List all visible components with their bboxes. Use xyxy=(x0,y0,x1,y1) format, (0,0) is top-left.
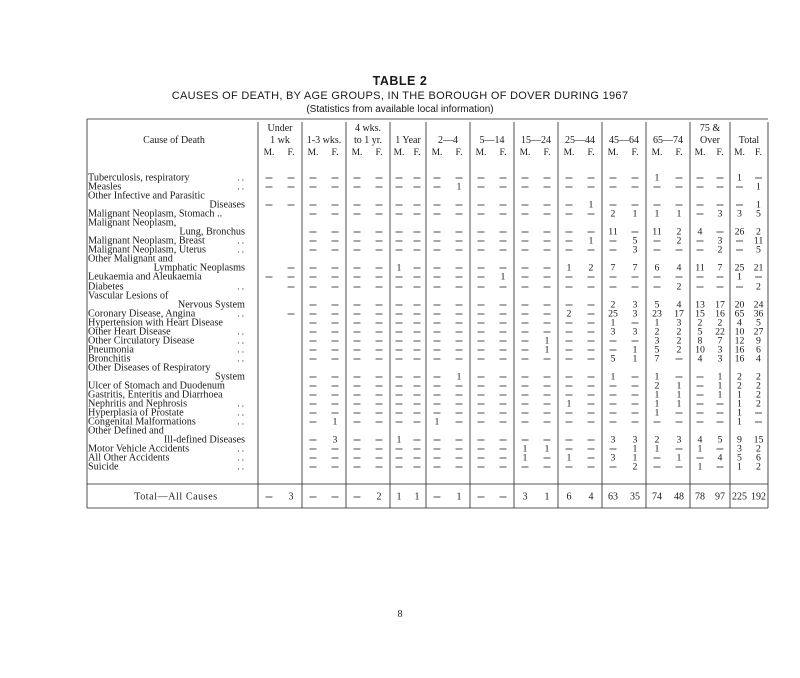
sex-header-male: M. xyxy=(607,148,619,158)
leader-dots: . . xyxy=(237,244,244,255)
leader-dots: . . xyxy=(237,407,244,418)
cell-value: 1 xyxy=(737,416,742,428)
cell-value: 5 xyxy=(756,208,761,220)
cause-label: Hyperplasia of Prostate xyxy=(88,407,184,419)
cell-value: 1 xyxy=(737,398,742,410)
cause-label: Malignant Neoplasm, Stomach .. xyxy=(88,208,223,220)
sex-header-female: F. xyxy=(587,148,595,158)
cell-value: 1 xyxy=(396,262,402,274)
cell-value: 5 xyxy=(654,299,660,311)
cell-value: 3 xyxy=(610,326,616,338)
cell-value: 3 xyxy=(332,434,338,446)
cell-value: 1 xyxy=(500,271,506,283)
sex-header-male: M. xyxy=(519,148,531,158)
cell-value: 17 xyxy=(715,299,725,311)
cell-value: 1 xyxy=(610,317,616,329)
sex-header-female: F. xyxy=(631,148,639,158)
cell-value: 1 xyxy=(522,443,528,455)
cell-value: 1 xyxy=(756,199,761,211)
cell-value: 3 xyxy=(676,317,682,329)
age-group-header: 15—24 xyxy=(521,135,551,146)
cell-value: 1 xyxy=(654,443,660,455)
cell-value: 6 xyxy=(756,344,761,356)
cell-value: 1 xyxy=(654,371,660,383)
cell-value: 1 xyxy=(588,199,594,211)
cell-value: 2 xyxy=(676,226,682,238)
cell-value: 2 xyxy=(756,281,761,293)
cell-value: 1 xyxy=(654,389,660,401)
cell-value: 3 xyxy=(717,235,723,247)
cell-value: 7 xyxy=(717,335,723,347)
cause-label: Hypertension with Heart Disease xyxy=(88,317,223,329)
cell-value: 1 xyxy=(632,353,638,365)
cause-label: Pneumonia xyxy=(88,344,134,356)
cell-value: 1 xyxy=(396,434,402,446)
cell-value: 22 xyxy=(715,326,725,338)
cell-value: 16 xyxy=(715,308,725,320)
cell-value: 2 xyxy=(697,317,703,329)
sex-header-male: M. xyxy=(393,148,405,158)
cause-label: Other Defined and xyxy=(88,425,164,437)
cell-value: 13 xyxy=(695,299,705,311)
cell-value: 2 xyxy=(676,344,682,356)
cell-value: 16 xyxy=(734,353,745,365)
cause-label: Lymphatic Neoplasms xyxy=(153,262,245,274)
cell-value: 1 xyxy=(737,389,742,401)
cell-value: 1 xyxy=(717,389,723,401)
cell-value: 5 xyxy=(737,452,742,464)
cell-value: 2 xyxy=(756,389,761,401)
cause-label: Other Heart Disease xyxy=(88,326,171,338)
cause-label: Other Malignant and xyxy=(88,253,173,265)
age-group-header: 45—64 xyxy=(609,135,639,146)
cell-value: 36 xyxy=(753,308,764,320)
cell-value: 9 xyxy=(737,434,742,446)
cell-value: 1 xyxy=(737,407,742,419)
leader-dots: . . xyxy=(237,344,244,355)
cell-value: 3 xyxy=(717,353,723,365)
sex-header-female: F. xyxy=(287,148,295,158)
cause-label: Coronary Disease, Angina xyxy=(88,308,196,320)
cell-value: 1 xyxy=(544,335,550,347)
cell-value: 3 xyxy=(676,434,682,446)
cell-value: 1 xyxy=(737,172,742,184)
sex-header-male: M. xyxy=(694,148,706,158)
cell-value: 2 xyxy=(588,262,594,274)
cell-value: 1 xyxy=(332,416,338,428)
sex-header-female: F. xyxy=(755,148,762,158)
total-value: 3 xyxy=(288,491,294,503)
cause-label: Suicide xyxy=(88,461,119,473)
cell-value: 2 xyxy=(717,317,723,329)
total-value: 192 xyxy=(751,491,766,503)
sex-header-female: F. xyxy=(675,148,683,158)
cell-value: 1 xyxy=(456,371,462,383)
sex-header-female: F. xyxy=(331,148,339,158)
cell-value: 4 xyxy=(676,299,682,311)
cell-value: 4 xyxy=(676,262,682,274)
cause-label: Diseases xyxy=(209,199,245,211)
age-group-header: 1 Year xyxy=(395,135,421,146)
cause-label: Measles xyxy=(88,181,122,193)
cell-value: 5 xyxy=(610,353,616,365)
total-value: 97 xyxy=(715,491,725,503)
cell-value: 1 xyxy=(654,317,660,329)
cause-label: System xyxy=(214,371,245,383)
leader-dots: . . xyxy=(237,452,244,463)
cell-value: 5 xyxy=(654,344,660,356)
cell-value: 1 xyxy=(676,452,682,464)
cell-value: 4 xyxy=(697,434,703,446)
cell-value: 11 xyxy=(695,262,705,274)
sex-header-male: M. xyxy=(351,148,363,158)
total-value: 6 xyxy=(566,491,572,503)
cell-value: 8 xyxy=(697,335,703,347)
age-group-header: 1 wk xyxy=(270,135,290,146)
cell-value: 3 xyxy=(654,335,660,347)
cause-label: Ulcer of Stomach and Duodenum xyxy=(88,380,225,392)
cell-value: 2 xyxy=(654,380,660,392)
cell-value: 25 xyxy=(734,262,745,274)
table-title: TABLE 2 xyxy=(372,74,428,88)
cell-value: 7 xyxy=(610,262,616,274)
cell-value: 2 xyxy=(610,208,616,220)
cell-value: 2 xyxy=(676,326,682,338)
cell-value: 4 xyxy=(697,226,703,238)
cell-value: 1 xyxy=(456,181,462,193)
sex-header-male: M. xyxy=(263,148,275,158)
cause-label: Malignant Neoplasm, Breast xyxy=(88,235,205,247)
cell-value: 1 xyxy=(717,371,723,383)
total-value: 63 xyxy=(608,491,618,503)
cause-label: Nephritis and Nephrosis xyxy=(88,398,188,410)
total-value: 1 xyxy=(396,491,402,503)
cell-value: 10 xyxy=(695,344,705,356)
sex-header-male: M. xyxy=(307,148,319,158)
cause-label: Other Circulatory Disease xyxy=(88,335,195,347)
cause-label: All Other Accidents xyxy=(88,452,170,464)
cell-value: 2 xyxy=(676,335,682,347)
cell-value: 7 xyxy=(654,353,660,365)
cell-value: 1 xyxy=(610,371,616,383)
cause-label: Congenital Malformations xyxy=(88,416,196,428)
cell-value: 1 xyxy=(632,208,638,220)
age-group-header-top: Under xyxy=(267,123,293,134)
cell-value: 2 xyxy=(610,299,616,311)
sex-header-female: F. xyxy=(499,148,507,158)
cell-value: 1 xyxy=(654,398,660,410)
leader-dots: . . xyxy=(237,308,244,319)
cell-value: 1 xyxy=(654,407,660,419)
cell-value: 23 xyxy=(652,308,662,320)
leader-dots: . . xyxy=(237,235,244,246)
cause-label: Diabetes xyxy=(88,281,124,293)
cell-value: 2 xyxy=(756,226,761,238)
cell-value: 5 xyxy=(756,244,761,256)
age-group-header-top: 75 & xyxy=(699,123,721,134)
cause-label: Other Infective and Parasitic xyxy=(88,190,205,202)
leader-dots: . . xyxy=(237,172,244,183)
age-group-header: 2—4 xyxy=(438,135,458,146)
cell-value: 2 xyxy=(654,326,660,338)
cell-value: 1 xyxy=(566,452,572,464)
cell-value: 4 xyxy=(737,317,742,329)
cell-value: 7 xyxy=(717,262,723,274)
cell-value: 5 xyxy=(697,326,703,338)
cell-value: 2 xyxy=(632,461,638,473)
cell-value: 9 xyxy=(756,335,761,347)
cell-value: 1 xyxy=(632,452,638,464)
cell-value: 4 xyxy=(697,353,703,365)
table-subtitle: CAUSES OF DEATH, BY AGE GROUPS, IN THE BOROUGH OF DOVER DURING 1967 xyxy=(171,90,629,102)
cell-value: 6 xyxy=(654,262,660,274)
cell-value: 11 xyxy=(753,235,764,247)
cause-label: Tuberculosis, respiratory xyxy=(88,172,190,184)
total-value: 1 xyxy=(456,491,462,503)
cell-value: 3 xyxy=(632,434,638,446)
total-value: 225 xyxy=(732,491,747,503)
cell-value: 1 xyxy=(654,208,660,220)
cell-value: 1 xyxy=(676,389,682,401)
total-label: Total—All Causes xyxy=(134,491,218,503)
cell-value: 2 xyxy=(737,371,742,383)
cell-value: 2 xyxy=(756,371,761,383)
sex-header-male: M. xyxy=(431,148,443,158)
cell-value: 1 xyxy=(632,344,638,356)
cell-value: 1 xyxy=(676,398,682,410)
total-value: 4 xyxy=(588,491,594,503)
cell-value: 2 xyxy=(756,398,761,410)
total-value: 48 xyxy=(674,491,684,503)
cell-value: 3 xyxy=(632,299,638,311)
cell-value: 1 xyxy=(697,443,703,455)
age-group-header: to 1 yr. xyxy=(353,135,383,146)
table-note: (Statistics from available local information) xyxy=(306,104,494,115)
sex-header-female: F. xyxy=(413,148,421,158)
cell-value: 7 xyxy=(632,262,638,274)
cell-value: 3 xyxy=(717,208,723,220)
cause-label: Gastritis, Enteritis and Diarrhoea xyxy=(88,389,223,401)
leader-dots: . . xyxy=(237,416,244,427)
total-value: 3 xyxy=(522,491,528,503)
cause-label: Nervous System xyxy=(177,299,245,311)
cell-value: 4 xyxy=(756,353,761,365)
cause-header: Cause of Death xyxy=(143,135,205,146)
cause-label: Vascular Lesions of xyxy=(88,290,169,302)
cell-value: 1 xyxy=(676,208,682,220)
cause-label: Other Diseases of Respiratory xyxy=(88,362,211,374)
cell-value: 1 xyxy=(737,461,742,473)
leader-dots: . . xyxy=(237,443,244,454)
cell-value: 25 xyxy=(608,308,618,320)
leader-dots: . . xyxy=(237,461,244,472)
cell-value: 2 xyxy=(756,443,761,455)
cell-value: 6 xyxy=(756,452,761,464)
cause-label: Lung, Bronchus xyxy=(179,226,245,238)
age-group-header: 1-3 wks. xyxy=(306,135,342,146)
cell-value: 2 xyxy=(654,434,660,446)
sex-header-male: M. xyxy=(651,148,663,158)
cell-value: 2 xyxy=(676,235,682,247)
cell-value: 15 xyxy=(753,434,764,446)
age-group-header: Over xyxy=(700,135,720,146)
cell-value: 1 xyxy=(697,461,703,473)
cell-value: 21 xyxy=(753,262,764,274)
leader-dots: . . xyxy=(237,326,244,337)
cell-value: 1 xyxy=(737,271,742,283)
leader-dots: . . xyxy=(237,281,244,292)
sex-header-female: F. xyxy=(455,148,463,158)
sex-header-female: F. xyxy=(716,148,724,158)
cause-label: Malignant Neoplasm, Uterus xyxy=(88,244,206,256)
cell-value: 1 xyxy=(434,416,440,428)
cell-value: 2 xyxy=(737,380,742,392)
age-group-header: Total xyxy=(738,135,760,146)
cell-value: 26 xyxy=(734,226,745,238)
cell-value: 1 xyxy=(588,235,594,247)
cause-label: Ill-defined Diseases xyxy=(163,434,245,446)
cell-value: 3 xyxy=(632,326,638,338)
cell-value: 4 xyxy=(717,452,723,464)
cell-value: 11 xyxy=(652,226,662,238)
sex-header-female: F. xyxy=(543,148,551,158)
cell-value: 1 xyxy=(676,380,682,392)
cause-label: Leukaemia and Aleukaemia xyxy=(88,271,202,283)
cell-value: 2 xyxy=(756,380,761,392)
cell-value: 2 xyxy=(717,244,723,256)
leader-dots: . . xyxy=(237,335,244,346)
cell-value: 3 xyxy=(737,208,742,220)
cell-value: 10 xyxy=(734,326,745,338)
total-value: 1 xyxy=(414,491,420,503)
cell-value: 5 xyxy=(717,434,723,446)
total-value: 1 xyxy=(544,491,550,503)
total-value: 2 xyxy=(376,491,382,503)
cell-value: 1 xyxy=(544,443,550,455)
cell-value: 1 xyxy=(566,398,572,410)
leader-dots: . . xyxy=(237,353,244,364)
cell-value: 5 xyxy=(632,235,638,247)
cell-value: 1 xyxy=(522,452,528,464)
page-number: 8 xyxy=(397,609,403,620)
cell-value: 3 xyxy=(737,443,742,455)
cell-value: 65 xyxy=(734,308,745,320)
age-group-header: 5—14 xyxy=(479,135,505,146)
sex-header-male: M. xyxy=(475,148,487,158)
age-group-header: 65—74 xyxy=(653,135,683,146)
cause-label: Motor Vehicle Accidents xyxy=(88,443,190,455)
leader-dots: . . xyxy=(237,398,244,409)
cell-value: 17 xyxy=(674,308,684,320)
sex-header-male: M. xyxy=(563,148,575,158)
cell-value: 12 xyxy=(734,335,745,347)
sex-header-female: F. xyxy=(375,148,383,158)
cell-value: 1 xyxy=(717,380,723,392)
age-group-header: 25—44 xyxy=(565,135,595,146)
total-value: 74 xyxy=(652,491,662,503)
cell-value: 2 xyxy=(676,281,682,293)
cell-value: 16 xyxy=(734,344,745,356)
cell-value: 27 xyxy=(753,326,764,338)
cell-value: 24 xyxy=(753,299,764,311)
cell-value: 1 xyxy=(632,443,638,455)
cell-value: 3 xyxy=(717,344,723,356)
leader-dots: . . xyxy=(237,181,244,192)
cell-value: 20 xyxy=(734,299,745,311)
cell-value: 3 xyxy=(610,452,616,464)
total-value: 35 xyxy=(630,491,640,503)
cell-value: 3 xyxy=(610,434,616,446)
cell-value: 1 xyxy=(566,262,572,274)
cell-value: 1 xyxy=(544,344,550,356)
age-group-header-top: 4 wks. xyxy=(354,123,382,134)
cell-value: 11 xyxy=(608,226,618,238)
cell-value: 5 xyxy=(756,317,761,329)
cell-value: 1 xyxy=(756,181,761,193)
cell-value: 3 xyxy=(632,244,638,256)
cause-label: Malignant Neoplasm, xyxy=(88,217,177,229)
cell-value: 2 xyxy=(756,461,761,473)
sex-header-male: M. xyxy=(734,148,745,158)
cell-value: 15 xyxy=(695,308,705,320)
cause-label: Bronchitis xyxy=(88,353,131,365)
cell-value: 2 xyxy=(566,308,572,320)
total-value: 78 xyxy=(695,491,705,503)
cell-value: 3 xyxy=(632,308,638,320)
cell-value: 1 xyxy=(654,172,660,184)
